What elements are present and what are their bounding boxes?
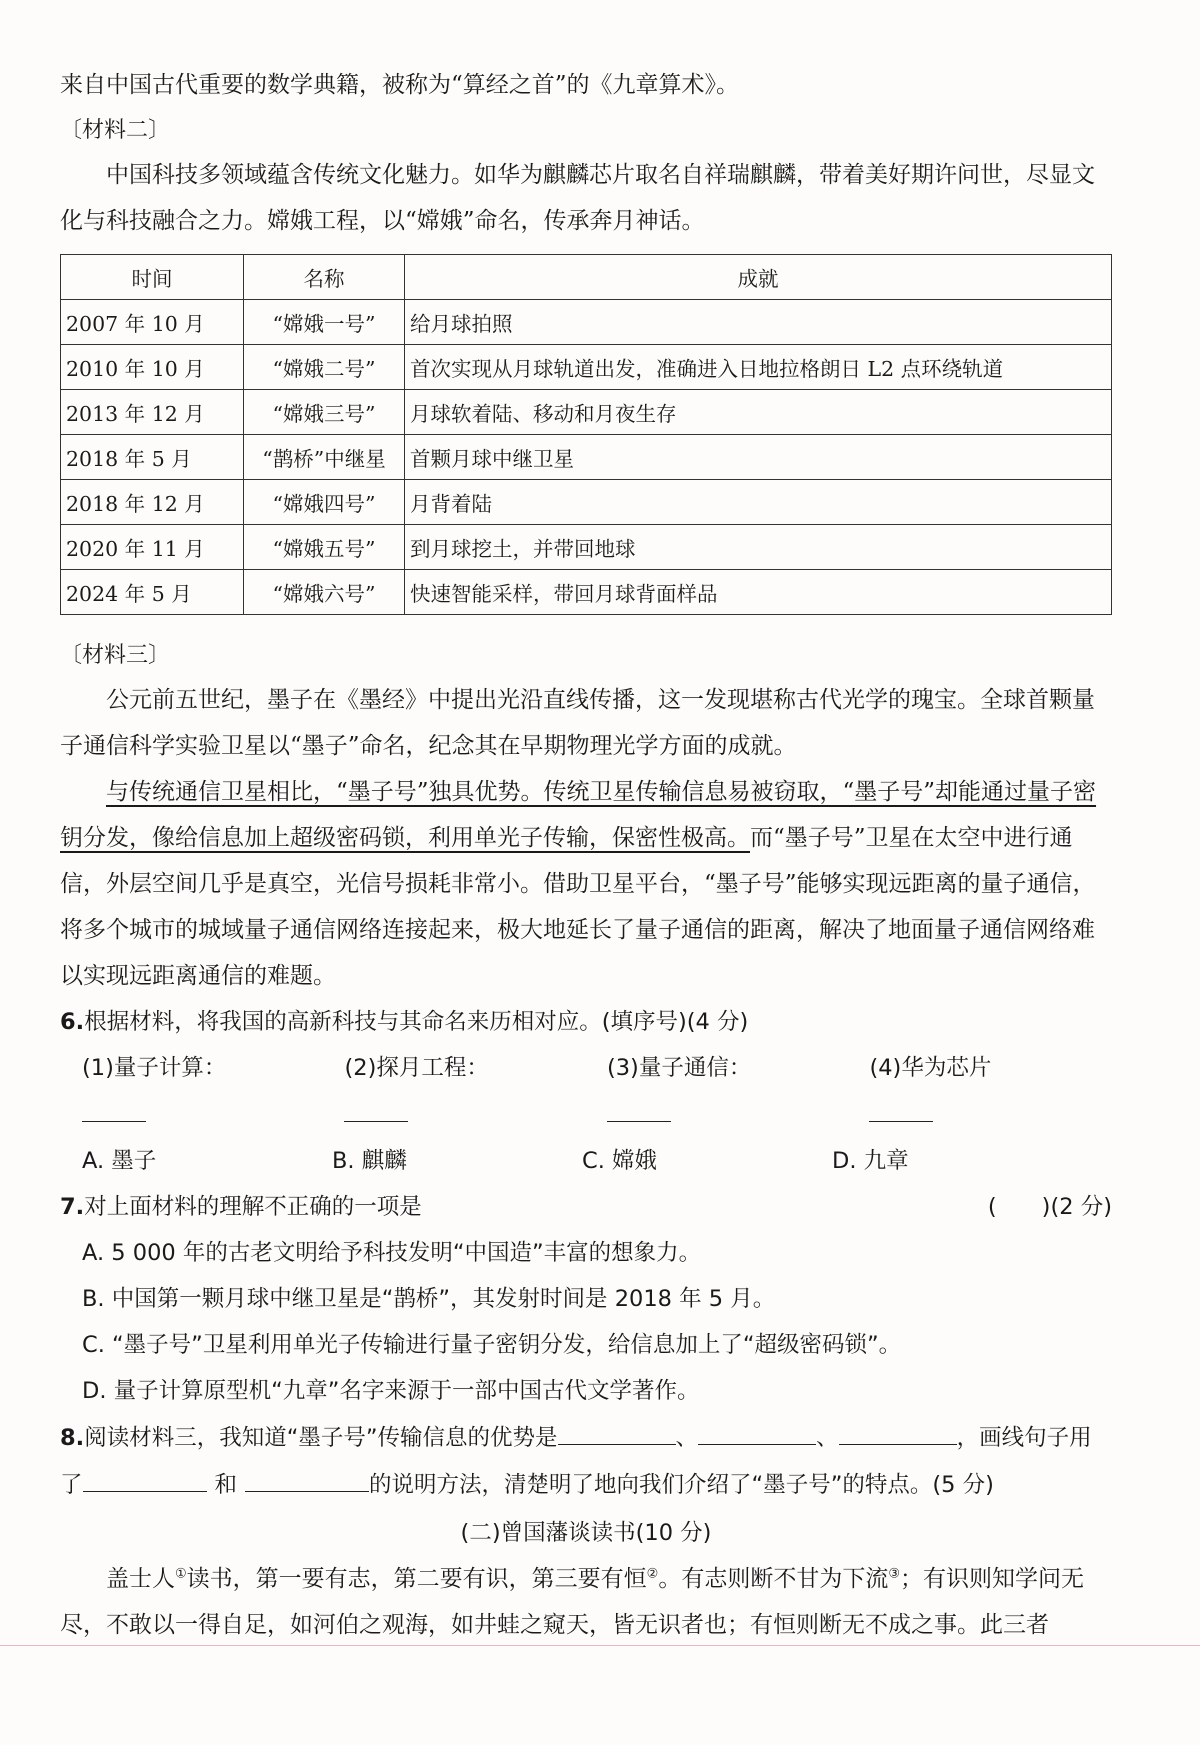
section-2-text-4: ；有识则知学问无尽，不敢以一得自足，如河伯之观海，如井蛙之窥天，皆无识者也；有恒则断无不成之事。此三者 bbox=[60, 1566, 1084, 1638]
question-7-score[interactable]: ( )(2 分) bbox=[987, 1194, 1112, 1220]
q8-and: 和 bbox=[214, 1472, 238, 1498]
section-2-title: (二)曾国藩谈读书(10 分) bbox=[460, 1520, 712, 1546]
table-cell-name: “嫦娥二号” bbox=[244, 345, 405, 390]
table-row bbox=[61, 345, 1112, 390]
answer-blank[interactable] bbox=[839, 1414, 957, 1445]
q8-part-3: 的说明方法，清楚明了地向我们介绍了“墨子号”的特点。(5 分) bbox=[369, 1472, 994, 1498]
table-cell-name: “嫦娥五号” bbox=[244, 525, 405, 570]
answer-blank[interactable] bbox=[698, 1414, 816, 1445]
q7-option-b: B. 中国第一颗月球中继卫星是“鹊桥”，其发射时间是 2018 年 5 月。 bbox=[82, 1286, 776, 1312]
table-cell-achievement: 首次实现从月球轨道出发，准确进入日地拉格朗日 L2 点环绕轨道 bbox=[405, 345, 1112, 390]
q6-option-b: B. 麒麟 bbox=[332, 1148, 407, 1174]
material3-paragraph-2-rest: 而“墨子号”卫星在太空中进行通信，外层空间几乎是真空，光信号损耗非常小。借助卫星平台，“墨子号”能够实现远距离的量子通信，将多个城市的城域量子通信网络连接起来，极大地延长了量子通信的距离，解决了地面量子通信网络难以实现远距离通信的难题。 bbox=[60, 825, 1096, 989]
question-6-text: 根据材料，将我国的高新科技与其命名来历相对应。(填序号)(4 分) bbox=[84, 1009, 749, 1035]
table-cell-achievement: 到月球挖土，并带回地球 bbox=[405, 525, 1112, 570]
table-cell-achievement: 月背着陆 bbox=[405, 480, 1112, 525]
q7-option-a: A. 5 000 年的古老文明给予科技发明“中国造”丰富的想象力。 bbox=[82, 1240, 702, 1266]
material3-paragraph-1: 公元前五世纪，墨子在《墨经》中提出光沿直线传播，这一发现堪称古代光学的瑰宝。全球首颗量子通信科学实验卫星以“墨子”命名，纪念其在早期物理光学方面的成就。 bbox=[60, 687, 1095, 759]
q6-item-3 bbox=[607, 1045, 841, 1138]
table-header-time: 时间 bbox=[61, 255, 244, 300]
material2-paragraph: 中国科技多领域蕴含传统文化魅力。如华为麒麟芯片取名自祥瑞麒麟，带着美好期许问世，尽显文化与科技融合之力。嫦娥工程，以“嫦娥”命名，传承奔月神话。 bbox=[60, 162, 1095, 234]
q8-sep-2: 、 bbox=[816, 1425, 839, 1451]
answer-blank[interactable] bbox=[83, 1461, 207, 1492]
q6-item-3-label: (3)量子通信： bbox=[606, 1055, 752, 1081]
table-row bbox=[61, 300, 1112, 345]
table-row bbox=[61, 435, 1112, 480]
answer-blank[interactable] bbox=[82, 1091, 146, 1122]
material2-heading: 〔材料二〕 bbox=[60, 118, 171, 143]
q6-item-1-label: (1)量子计算： bbox=[82, 1055, 227, 1081]
q6-item-2-label: (2)探月工程： bbox=[344, 1055, 489, 1081]
page-content bbox=[60, 62, 1112, 1648]
q6-item-4 bbox=[869, 1045, 1084, 1138]
table-cell-time: 2010 年 10 月 bbox=[61, 345, 244, 390]
table-row bbox=[61, 525, 1112, 570]
table-header-achievement: 成就 bbox=[405, 255, 1112, 300]
table-cell-time: 2018 年 12 月 bbox=[61, 480, 244, 525]
table-header-name: 名称 bbox=[244, 255, 405, 300]
q6-option-a: A. 墨子 bbox=[82, 1148, 157, 1174]
table-cell-achievement: 月球软着陆、移动和月夜生存 bbox=[405, 390, 1112, 435]
answer-blank[interactable] bbox=[869, 1091, 933, 1122]
q7-option-c: C. “墨子号”卫星利用单光子传输进行量子密钥分发，给信息加上了“超级密码锁”。 bbox=[82, 1332, 902, 1358]
question-6 bbox=[60, 999, 1112, 1045]
question-6-items bbox=[60, 1045, 1112, 1138]
q8-sep-1: 、 bbox=[675, 1425, 699, 1451]
question-7-number: 7. bbox=[60, 1194, 85, 1220]
table-cell-achievement: 快速智能采样，带回月球背面样品 bbox=[405, 570, 1112, 615]
table-header-row bbox=[61, 255, 1112, 300]
table-row bbox=[61, 480, 1112, 525]
table-cell-name: “嫦娥四号” bbox=[244, 480, 405, 525]
question-6-number: 6. bbox=[60, 1009, 85, 1035]
table-cell-achievement: 首颗月球中继卫星 bbox=[405, 435, 1112, 480]
q8-part-2: ，画线句子用了 bbox=[60, 1425, 1092, 1498]
q7-option-d: D. 量子计算原型机“九章”名字来源于一部中国古代文学著作。 bbox=[82, 1378, 700, 1404]
answer-blank[interactable] bbox=[607, 1091, 671, 1122]
section-2-text-2: 读书，第一要有志，第二要有识，第三要有恒 bbox=[186, 1566, 647, 1592]
q6-option-c: C. 嫦娥 bbox=[582, 1148, 658, 1174]
section-2-text-3: 。有志则断不甘为下流 bbox=[658, 1566, 889, 1592]
underlined-sentence: 与传统通信卫星相比，“墨子号”独具优势。传统卫星传输信息易被窃取，“墨子号”却能通过量子密钥分发，像给信息加上超级密码锁，利用单光子传输，保密性极高。 bbox=[60, 779, 1097, 851]
section-2-paragraph bbox=[60, 1556, 1112, 1648]
q6-item-2 bbox=[344, 1045, 578, 1138]
footnote-marker-2: ② bbox=[646, 1566, 659, 1582]
q6-item-1 bbox=[82, 1045, 316, 1138]
page-margin-line bbox=[0, 1645, 1200, 1646]
table-cell-time: 2018 年 5 月 bbox=[61, 435, 244, 480]
table-cell-name: “嫦娥六号” bbox=[244, 570, 405, 615]
table-cell-time: 2020 年 11 月 bbox=[61, 525, 244, 570]
q8-part-1: 阅读材料三，我知道“墨子号”传输信息的优势是 bbox=[84, 1425, 558, 1451]
q6-option-d: D. 九章 bbox=[832, 1148, 909, 1174]
table-row bbox=[61, 570, 1112, 615]
table-cell-name: “鹊桥”中继星 bbox=[244, 435, 405, 480]
question-6-options bbox=[60, 1138, 1112, 1184]
change-e-table bbox=[60, 254, 1112, 615]
table-cell-name: “嫦娥一号” bbox=[244, 300, 405, 345]
question-8 bbox=[60, 1414, 1112, 1508]
table-cell-achievement: 给月球拍照 bbox=[405, 300, 1112, 345]
question-7-text: 对上面材料的理解不正确的一项是 bbox=[84, 1194, 422, 1220]
footnote-marker-3: ③ bbox=[888, 1566, 900, 1582]
intro-line: 来自中国古代重要的数学典籍，被称为“算经之首”的《九章算术》。 bbox=[60, 72, 740, 98]
table-cell-time: 2007 年 10 月 bbox=[61, 300, 244, 345]
table-cell-time: 2024 年 5 月 bbox=[61, 570, 244, 615]
footnote-marker-1: ① bbox=[175, 1566, 187, 1582]
answer-blank[interactable] bbox=[245, 1461, 369, 1492]
question-8-number: 8. bbox=[60, 1425, 85, 1451]
question-7 bbox=[60, 1184, 1112, 1230]
q6-item-4-label: (4)华为芯片 bbox=[869, 1055, 992, 1081]
material3-paragraph-2 bbox=[60, 769, 1112, 999]
table-row bbox=[61, 390, 1112, 435]
material3-heading: 〔材料三〕 bbox=[60, 643, 171, 668]
table-cell-name: “嫦娥三号” bbox=[244, 390, 405, 435]
section-2-text-1: 盖士人 bbox=[106, 1566, 175, 1592]
answer-blank[interactable] bbox=[558, 1414, 676, 1445]
answer-blank[interactable] bbox=[344, 1091, 408, 1122]
table-cell-time: 2013 年 12 月 bbox=[61, 390, 244, 435]
